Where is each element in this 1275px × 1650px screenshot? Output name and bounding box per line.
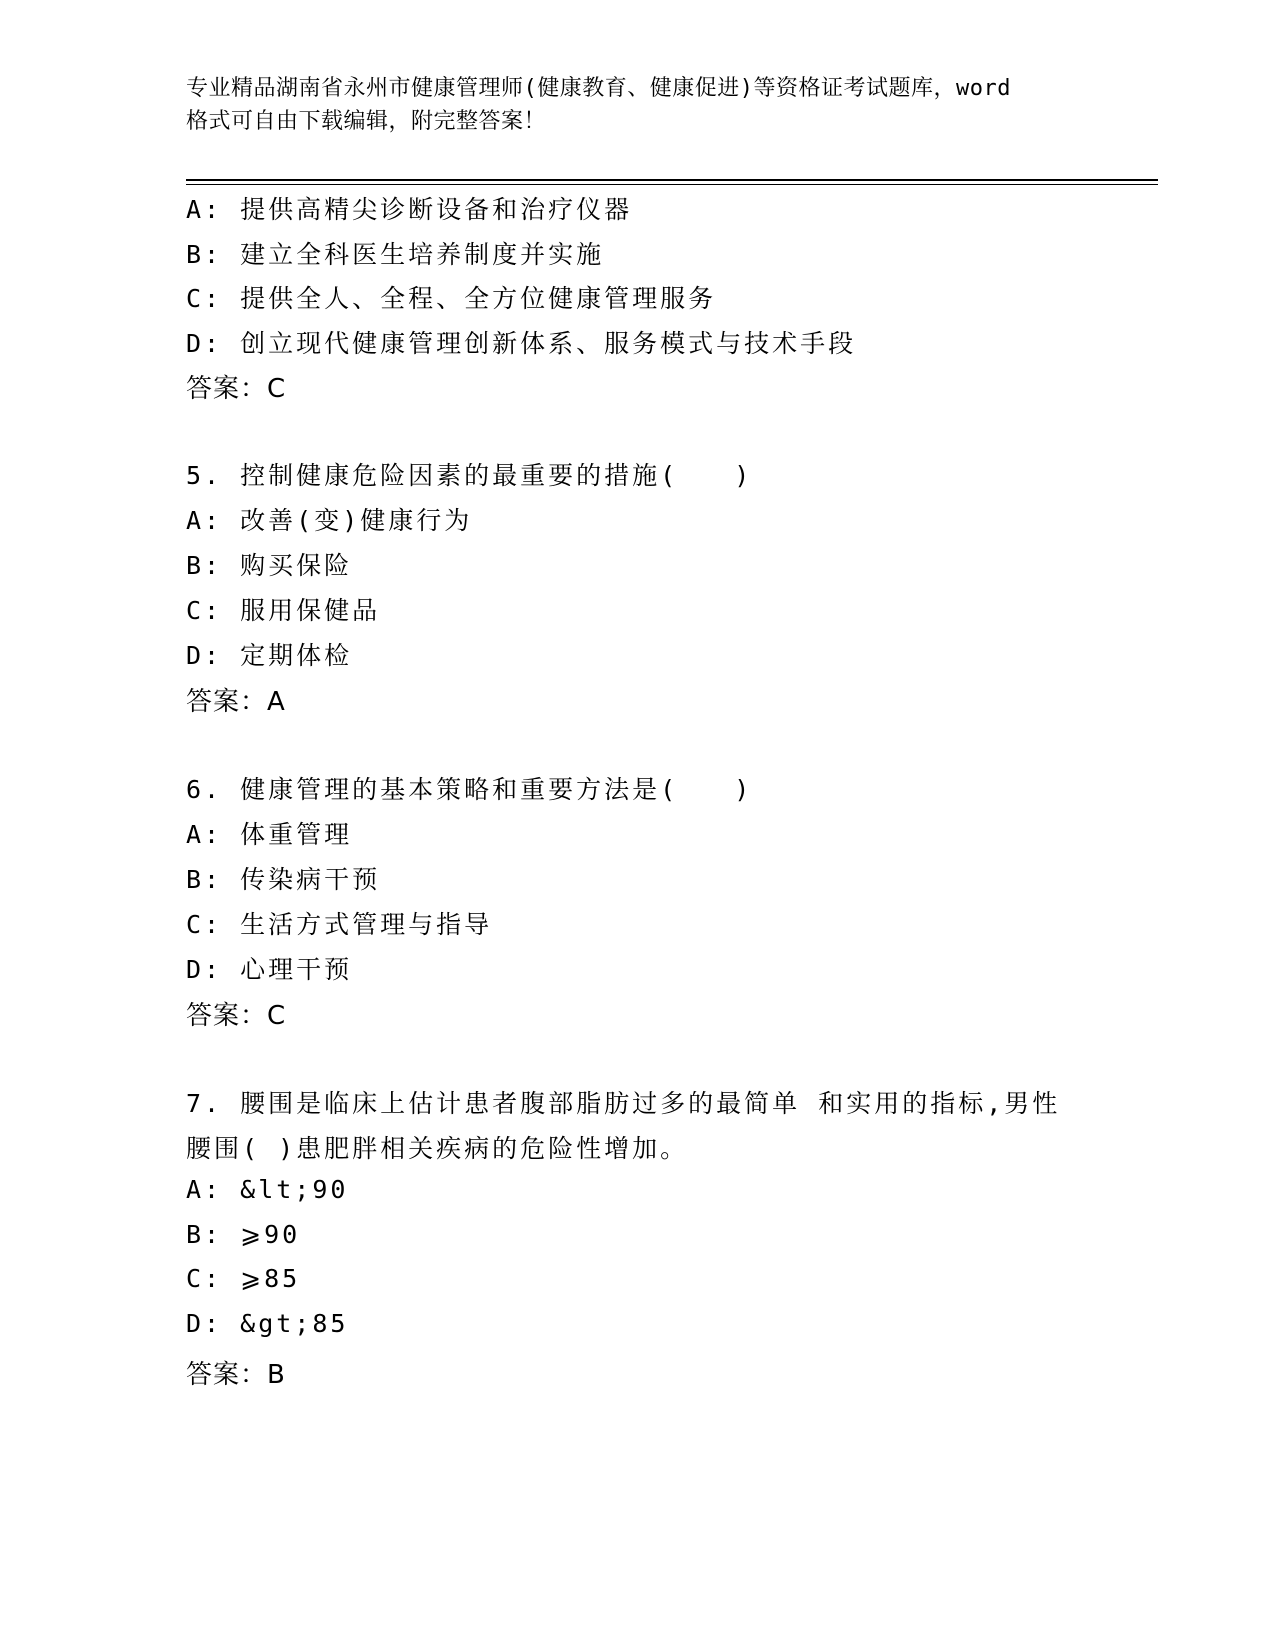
q7-answer: 答案：B <box>186 1360 286 1390</box>
header-rule-thin <box>186 184 1158 185</box>
q7-question-line-1: 7. 腰围是临床上估计患者腹部脂肪过多的最简单 和实用的指标,男性 <box>186 1089 1061 1118</box>
q5-option-c: C: 服用保健品 <box>186 596 381 625</box>
document-header-text <box>186 72 1106 138</box>
q7-question-line-2: 腰围( )患肥胖相关疾病的危险性增加。 <box>186 1134 689 1163</box>
header-line-1: 专业精品湖南省永州市健康管理师(健康教育、健康促进)等资格证考试题库，word <box>186 76 1011 101</box>
q6-option-c: C: 生活方式管理与指导 <box>186 910 493 939</box>
q7-option-b: B: ⩾90 <box>186 1220 301 1249</box>
q7-option-a: A: &lt;90 <box>186 1175 349 1204</box>
q5-option-d: D: 定期体检 <box>186 641 353 670</box>
q4-option-b: B: 建立全科医生培养制度并实施 <box>186 240 605 269</box>
q5-option-b: B: 购买保险 <box>186 551 353 580</box>
q6-question: 6. 健康管理的基本策略和重要方法是( ) <box>186 775 753 804</box>
q5-answer: 答案：A <box>186 687 286 717</box>
q4-option-d: D: 创立现代健康管理创新体系、服务模式与技术手段 <box>186 329 857 358</box>
q5-option-a: A: 改善(变)健康行为 <box>186 506 473 535</box>
q6-option-d: D: 心理干预 <box>186 955 353 984</box>
q6-option-b: B: 传染病干预 <box>186 865 381 894</box>
q5-question: 5. 控制健康危险因素的最重要的措施( ) <box>186 461 753 490</box>
header-line-2: 格式可自由下载编辑，附完整答案！ <box>186 109 547 134</box>
q4-option-c: C: 提供全人、全程、全方位健康管理服务 <box>186 284 717 313</box>
q7-option-d: D: &gt;85 <box>186 1309 349 1338</box>
q6-option-a: A: 体重管理 <box>186 820 353 849</box>
q4-answer: 答案：C <box>186 374 287 404</box>
q6-answer: 答案：C <box>186 1001 287 1031</box>
header-rule-thick <box>186 179 1158 181</box>
q4-option-a: A: 提供高精尖诊断设备和治疗仪器 <box>186 195 633 224</box>
q7-option-c: C: ⩾85 <box>186 1264 301 1293</box>
